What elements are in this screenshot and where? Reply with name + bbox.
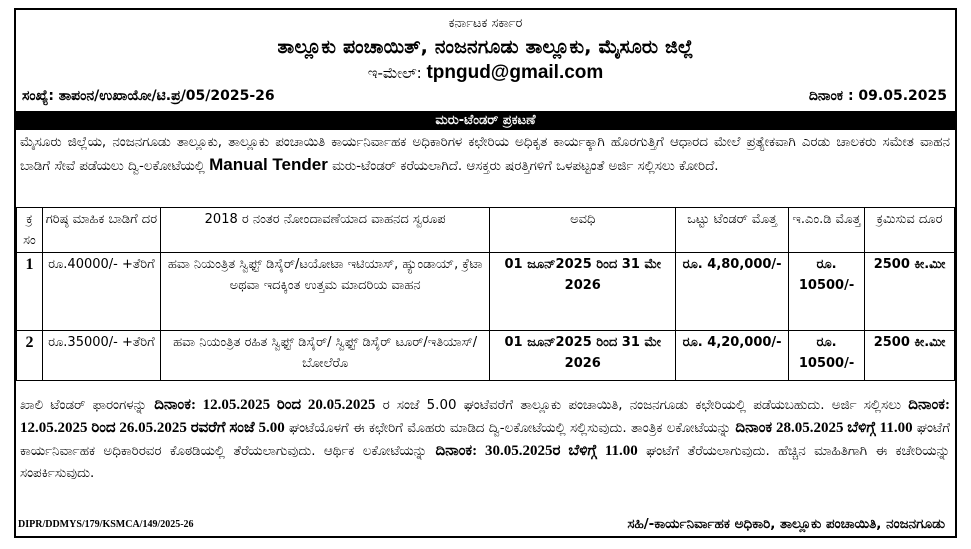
intro-text-before: ಮೈಸೂರು ಜಿಲ್ಲೆಯ, ನಂಜನಗೂಡು ತಾಲ್ಲೂಕು, ತಾಲ್ಲೂಕು ಪಂಚಾಯಿತಿ ಕಾರ್ಯನಿರ್ವಾಹಕ ಅಧಿಕಾರಿಗಳ ಕಛೇರಿಯ ಅಧಿಕೃತ ಕಾರ್ಯಕ್ಕಾಗಿ ಹೊರಗುತ್ತಿಗೆ ಆಧಾರದ ಮೇಲೆ ಪ್ರತ್ಯೇಕವಾಗಿ ಎರಡು ಚಾಲಕರು ಸಮೇತ ವಾಹನ ಬಾಡಿಗೆ ಸೇವೆ ಪಡೆಯಲು ದ್ವಿ-ಲಕೋಟೆಯಲ್ಲಿ (20, 135, 950, 174)
instructions-text: ಘಂಟೆಯೊಳಗೆ ಈ ಕಛೇರಿಗೆ ಮೊಹರು ಮಾಡಿದ ದ್ವಿ-ಲಕೋಟೆಯಲ್ಲಿ ಸಲ್ಲಿಸುವುದು. ತಾಂತ್ರಿಕ ಲಕೋಟೆಯನ್ನು (284, 421, 736, 436)
cell-period: 01 ಜೂನ್2025 ರಿಂದ 31 ಮೇ 2026 (490, 331, 676, 381)
office-title: ತಾಲ್ಲೂಕು ಪಂಚಾಯಿತ್, ನಂಜನಗೂಡು ತಾಲ್ಲೂಕು, ಮೈಸೂರು ಜಿಲ್ಲೆ (277, 36, 694, 58)
reference-number: ಸಂಖ್ಯೆ: ತಾಪಂನ/ಉಖಾಯೋ/ಟಿ.ಪ್ರ/05/2025-26 (22, 88, 275, 104)
cell-rent: ರೂ.40000/- +ತೆರಿಗೆ (42, 253, 160, 331)
instructions-paragraph (20, 394, 950, 485)
col-header-period: ಅವಧಿ (490, 208, 676, 253)
email-line (16, 62, 955, 84)
instructions-date-technical: ದಿನಾಂಕ 28.05.2025 ಬೆಳಿಗ್ಗೆ 11.00 (735, 420, 913, 436)
instructions-text: ಘಂಟೆಗೆ ತೆರೆಯಲಾಗುವುದು. ಹೆಚ್ಚಿನ ಮಾಹಿತಿಗಾಗಿ ಈ ಕಚೇರಿಯನ್ನು ಸಂಪರ್ಕಿಸುವುದು. (20, 444, 951, 481)
notice-date: ದಿನಾಂಕ : 09.05.2025 (808, 88, 947, 104)
table-row (17, 331, 955, 381)
govt-title: ಕರ್ನಾಟಕ ಸರ್ಕಾರ (448, 16, 523, 31)
cell-total: ರೂ. 4,20,000/- (676, 331, 789, 381)
instructions-text: ಖಾಲಿ ಟೆಂಡರ್ ಫಾರಂಗಳನ್ನು (20, 398, 155, 413)
col-header-sl: ಕ್ರ ಸಂ (17, 208, 43, 253)
col-header-vehicle: 2018 ರ ನಂತರ ನೋಂದಾವಣೆಯಾದ ವಾಹನದ ಸ್ವರೂಪ (160, 208, 490, 253)
cell-emd: ರೂ. 10500/- (789, 253, 865, 331)
cell-emd: ರೂ. 10500/- (789, 331, 865, 381)
col-header-distance: ಕ್ರಮಿಸುವ ದೂರ (865, 208, 955, 253)
cell-distance: 2500 ಕೀ.ಮೀ (865, 331, 955, 381)
cell-sl: 1 (17, 253, 43, 331)
tender-table (16, 207, 955, 381)
instructions-text: ಘಂಟೆಗೆ ಕಾರ್ಯನಿರ್ವಾಹಕ ಅಧಿಕಾರಿರವರ ಕೊಠಡಿಯಲ್ಲಿ ತೆರೆಯಲಾಗುವುದು. ಆರ್ಥಿಕ ಲಕೋಟೆಯನ್ನು (20, 421, 950, 459)
tender-notice (14, 8, 957, 538)
cell-vehicle: ಹವಾ ನಿಯಂತ್ರಿತ ರಹಿತ ಸ್ವಿಫ್ಟ್ ಡಿಸೈರ್/ ಸ್ವಿಫ್ಟ್ ಡಿಸೈರ್ ಟೂರ್/ಇತಿಯಾಸ್/ಬೋಲೆರೊ (160, 331, 490, 381)
intro-text-after: ಮರು-ಟೆಂಡರ್ ಕರೆಯಲಾಗಿದೆ. ಆಸಕ್ತರು ಷರತ್ತಿಗಳಿಗೆ ಒಳಪಟ್ಟಂತೆ ಅರ್ಜಿ ಸಲ್ಲಿಸಲು ಕೋರಿದೆ. (327, 159, 719, 174)
cell-distance: 2500 ಕೀ.ಮೀ (865, 253, 955, 331)
signature-line: ಸಹಿ/-ಕಾರ್ಯನಿರ್ವಾಹಕ ಅಧಿಕಾರಿ, ತಾಲ್ಲೂಕು ಪಂಚಾಯಿತಿ, ನಂಜನಗೂಡು (627, 516, 945, 532)
email-label: ಇ-ಮೇಲ್: (367, 64, 422, 82)
instructions-date-financial: ದಿನಾಂಕ: 30.05.2025ರ ಬೆಳಿಗ್ಗೆ 11.00 (435, 443, 638, 459)
col-header-total: ಒಟ್ಟು ಟೆಂಡರ್ ಮೊತ್ತ (676, 208, 789, 253)
cell-rent: ರೂ.35000/- +ತೆರಿಗೆ (42, 331, 160, 381)
instructions-date-submit: ದಿನಾಂಕ: 12.05.2025 ರಿಂದ 26.05.2025 ರವರೆಗೆ ಸಂಜೆ 5.00 (20, 397, 950, 436)
email-address[interactable]: tpngud@gmail.com (426, 62, 604, 83)
instructions-date-form: ದಿನಾಂಕ: 12.05.2025 ರಿಂದ 20.05.2025 (154, 397, 376, 413)
intro-paragraph (20, 132, 950, 178)
notice-banner: ಮರು-ಟೆಂಡರ್ ಪ್ರಕಟಣೆ (16, 111, 955, 130)
table-header-row (17, 208, 955, 253)
table-row (17, 253, 955, 331)
col-header-emd: ಇ.ಎಂ.ಡಿ ಮೊತ್ತ (789, 208, 865, 253)
col-header-rent: ಗರಿಷ್ಠ ಮಾಹಿಕ ಬಾಡಿಗೆ ದರ (42, 208, 160, 253)
dipr-code: DIPR/DDMYS/179/KSMCA/149/2025-26 (18, 519, 194, 530)
cell-sl: 2 (17, 331, 43, 381)
intro-manual-tender: Manual Tender (209, 155, 328, 174)
instructions-text: ರ ಸಂಜೆ 5.00 ಘಂಟೆವರೆಗೆ ತಾಲ್ಲೂಕು ಪಂಚಾಯಿತಿ, ನಂಜನಗೂಡು ಕಛೇರಿಯಲ್ಲಿ ಪಡೆಯಬಹುದು. ಅರ್ಜಿ ಸಲ್ಲಿಸಲು (375, 398, 909, 413)
cell-total: ರೂ. 4,80,000/- (676, 253, 789, 331)
cell-vehicle: ಹವಾ ನಿಯಂತ್ರಿತ ಸ್ವಿಫ್ಟ್ ಡಿಸೈರ್/ಟಯೋಟಾ ಇಟಿಯಾಸ್, ಹ್ಯುಂಡಾಯ್, ಕ್ರೆಟಾ ಅಥವಾ ಇದಕ್ಕಿಂತ ಉತ್ತಮ ಮಾದರಿಯ ವಾಹನ (160, 253, 490, 331)
cell-period: 01 ಜೂನ್2025 ರಿಂದ 31 ಮೇ 2026 (490, 253, 676, 331)
